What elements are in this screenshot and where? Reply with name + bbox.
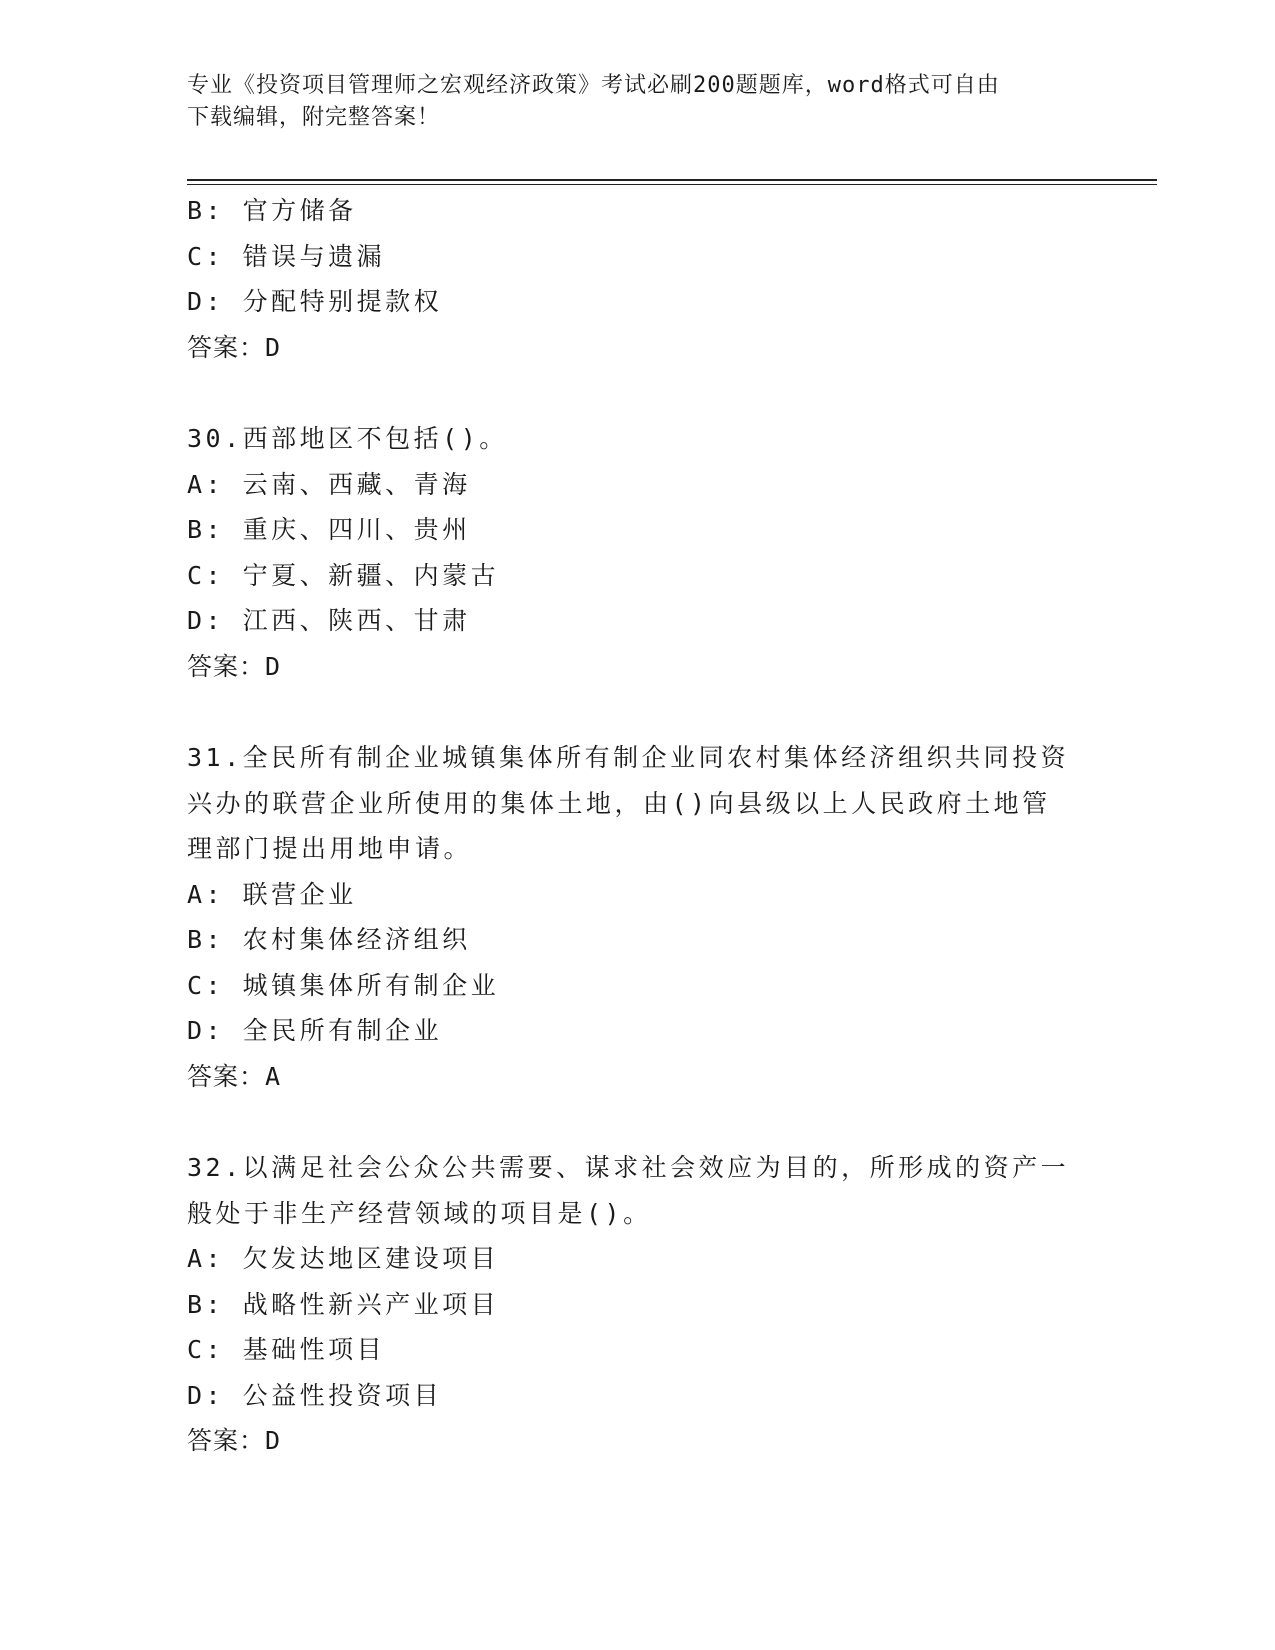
option-label: C: [187,970,225,1000]
option-a [187,872,1087,918]
option-c [187,234,1087,280]
option-text: 江西、陕西、甘肃 [242,606,471,635]
option-label: B: [187,515,225,544]
stem-line: 理部门提出用地申请。 [187,834,473,863]
question-29-partial [187,188,1087,370]
option-text: 重庆、四川、贵州 [242,515,471,544]
stem-line: 兴办的联营企业所使用的集体土地，由()向县级以上人民政府土地管 [187,788,1051,818]
option-c [187,553,1087,599]
stem-line: 31.全民所有制企业城镇集体所有制企业同农村集体经济组织共同投资 [187,743,1070,772]
option-c [187,1327,1087,1373]
option-text: 欠发达地区建设项目 [242,1244,500,1273]
option-text: 战略性新兴产业项目 [242,1289,500,1319]
answer-line: 答案：D [187,651,282,681]
question-stem [187,416,1087,462]
option-label: D: [187,1016,225,1045]
spacer [187,1099,1087,1145]
spacer [187,370,1087,416]
option-b [187,188,1087,234]
answer-line: 答案：D [187,332,282,362]
option-label: D: [187,606,225,635]
option-text: 全民所有制企业 [242,1016,443,1045]
header-divider-thick [187,179,1157,181]
option-text: 基础性项目 [242,1335,386,1364]
document-header [187,70,1067,134]
option-a [187,1236,1087,1282]
answer-line: 答案：A [187,1061,282,1091]
option-b [187,1282,1087,1328]
option-label: D: [187,1380,225,1410]
question-32 [187,1145,1087,1464]
stem-line: 般处于非生产经营领域的项目是()。 [187,1198,652,1228]
option-d [187,1373,1087,1419]
option-d [187,1008,1087,1054]
spacer [187,689,1087,735]
option-label: B: [187,1289,225,1319]
option-label: C: [187,560,225,590]
option-text: 联营企业 [242,879,357,909]
question-30 [187,416,1087,689]
question-31 [187,735,1087,1099]
option-label: B: [187,196,225,225]
option-b [187,917,1087,963]
option-text: 城镇集体所有制企业 [242,970,500,1000]
header-divider-thin [187,184,1157,185]
option-text: 分配特别提款权 [242,287,443,316]
option-d [187,598,1087,644]
option-text: 错误与遗漏 [242,241,386,271]
option-b [187,507,1087,553]
option-label: A: [187,469,225,499]
option-label: C: [187,1335,225,1364]
option-text: 农村集体经济组织 [242,925,471,954]
header-line-2: 下载编辑，附完整答案！ [187,105,441,130]
option-c [187,963,1087,1009]
option-label: B: [187,925,225,954]
option-label: D: [187,287,225,316]
answer-line: 答案：D [187,1426,282,1455]
header-line-1: 专业《投资项目管理师之宏观经济政策》考试必刷200题题库，word格式可自由 [187,73,1000,98]
question-list [187,188,1087,1464]
option-label: A: [187,1244,225,1273]
option-a [187,462,1087,508]
option-label: C: [187,241,225,271]
stem-line: 32.以满足社会公众公共需要、谋求社会效应为目的，所形成的资产一 [187,1153,1070,1182]
question-stem [187,735,1087,872]
option-text: 宁夏、新疆、内蒙古 [242,560,500,590]
option-d [187,279,1087,325]
option-text: 公益性投资项目 [242,1380,443,1410]
question-stem [187,1145,1087,1236]
option-text: 云南、西藏、青海 [242,469,471,499]
option-label: A: [187,879,225,909]
stem-line: 30.西部地区不包括()。 [187,424,508,453]
option-text: 官方储备 [242,196,357,225]
